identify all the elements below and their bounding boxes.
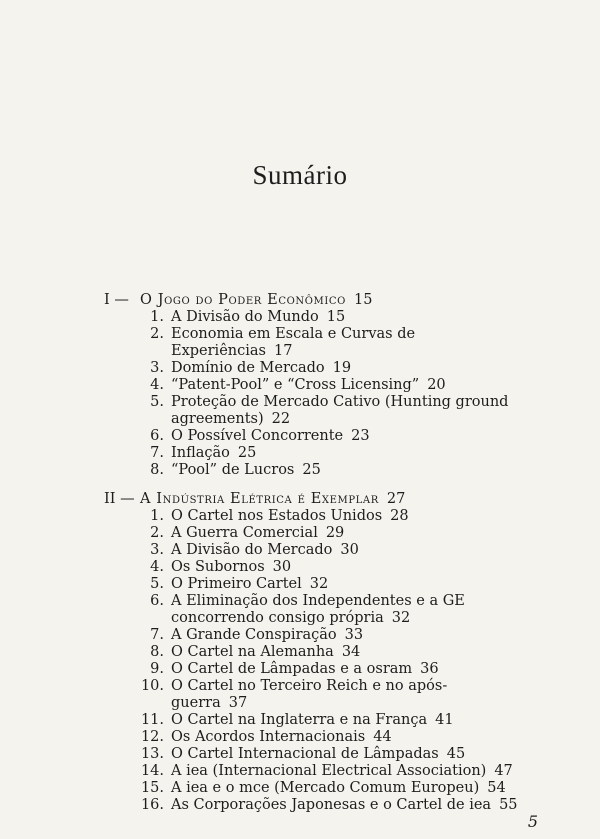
entry-number: 1. — [150, 309, 164, 325]
toc-entry — [104, 326, 521, 360]
entry-page: 25 — [237, 445, 257, 461]
entry-page: 44 — [373, 729, 392, 745]
toc-entry — [104, 780, 521, 797]
entry-title: A Divisão do Mundo — [171, 309, 319, 325]
entry-page: 20 — [427, 377, 446, 393]
part-1 — [104, 292, 521, 479]
entry-title: O Cartel no Terceiro Reich e no após-guerra — [171, 678, 448, 711]
entry-page: 55 — [499, 797, 518, 813]
entry-page: 37 — [228, 695, 248, 711]
entry-number: 7. — [150, 445, 164, 461]
entry-item — [171, 644, 521, 661]
entry-page: 23 — [351, 428, 370, 444]
entry-title: O Primeiro Cartel — [171, 576, 302, 592]
entry-title: As Corporações Japonesas e o Cartel de iea — [171, 797, 492, 813]
part-heading — [104, 491, 521, 508]
toc-entry — [104, 428, 521, 445]
entry-number: 9. — [150, 661, 164, 677]
entry-title: O Possível Concorrente — [171, 428, 344, 444]
entry-page: 32 — [309, 576, 329, 592]
entry-number: 10. — [140, 678, 164, 694]
entry-page: 22 — [271, 411, 291, 427]
entry-title: A Eliminação dos Independentes e a GE concorrendo consigo própria — [171, 593, 465, 626]
entry-title: A iea e o mce (Mercado Comum Europeu) — [171, 780, 480, 796]
entry-number: 13. — [140, 746, 164, 762]
entry-page: 17 — [273, 343, 293, 359]
toc-entry — [104, 309, 521, 326]
entry-item — [171, 712, 521, 729]
toc-entry — [104, 712, 521, 729]
entry-number: 14. — [140, 763, 164, 779]
part-title: O Jogo do Poder Econômico — [140, 292, 346, 308]
toc-entry — [104, 377, 521, 394]
toc-entry — [104, 559, 521, 576]
entry-title: O Cartel nos Estados Unidos — [171, 508, 383, 524]
entry-item — [171, 729, 521, 746]
toc-entry — [104, 678, 521, 712]
part-page: 27 — [386, 491, 406, 507]
entry-number: 7. — [150, 627, 164, 643]
toc-entry — [104, 576, 521, 593]
toc-entry — [104, 746, 521, 763]
toc-entry — [104, 525, 521, 542]
entry-number: 12. — [140, 729, 164, 745]
entry-title: O Cartel na Alemanha — [171, 644, 334, 660]
entry-number: 2. — [150, 326, 164, 342]
entry-title: O Cartel na Inglaterra e na França — [171, 712, 428, 728]
entry-page: 15 — [326, 309, 346, 325]
entry-number: 5. — [150, 576, 164, 592]
entry-title: O Cartel de Lâmpadas e a osram — [171, 661, 413, 677]
entry-title: A Divisão do Mercado — [171, 542, 333, 558]
entry-page: 41 — [435, 712, 454, 728]
toc-entry — [104, 763, 521, 780]
entry-title: Proteção de Mercado Cativo (Hunting ground agreements) — [171, 394, 509, 427]
entry-item — [171, 746, 521, 763]
toc-entry — [104, 462, 521, 479]
entry-page: 25 — [302, 462, 321, 478]
entry-number: 4. — [150, 559, 164, 575]
entry-page: 30 — [340, 542, 359, 558]
toc-entry — [104, 508, 521, 525]
toc-entry — [104, 627, 521, 644]
entry-item — [171, 377, 521, 394]
entry-page: 47 — [494, 763, 513, 779]
entry-item — [171, 542, 521, 559]
entry-title: Os Acordos Internacionais — [171, 729, 366, 745]
toc-entry — [104, 593, 521, 627]
entry-item — [171, 462, 521, 479]
entry-number: 2. — [150, 525, 164, 541]
entry-item — [171, 661, 521, 678]
entry-item — [171, 326, 521, 360]
entry-page: 30 — [272, 559, 292, 575]
entry-item — [171, 445, 521, 462]
toc-entry — [104, 797, 521, 814]
entry-number: 4. — [150, 377, 164, 393]
entry-item — [171, 780, 521, 797]
entry-list — [104, 309, 521, 479]
entry-number: 5. — [150, 394, 164, 410]
entry-page: 19 — [332, 360, 352, 376]
entry-title: “Patent-Pool” e “Cross Licensing” — [171, 377, 420, 393]
part-title: A Indústria Elétrica é Exemplar — [140, 491, 379, 507]
entry-item — [171, 678, 521, 712]
part-page: 15 — [353, 292, 373, 308]
entry-number: 6. — [150, 428, 164, 444]
entry-number: 3. — [150, 360, 164, 376]
entry-number: 1. — [150, 508, 164, 524]
entry-number: 6. — [150, 593, 164, 609]
entry-number: 8. — [150, 644, 164, 660]
entry-page: 36 — [420, 661, 439, 677]
entry-number: 8. — [150, 462, 164, 478]
entry-title: Os Subornos — [171, 559, 265, 575]
entry-item — [171, 394, 521, 428]
entry-page: 29 — [325, 525, 345, 541]
page-number: 5 — [527, 812, 538, 831]
toc-entry — [104, 542, 521, 559]
entry-title: Domínio de Mercado — [171, 360, 325, 376]
entry-title: Inflação — [171, 445, 230, 461]
entry-item — [171, 360, 521, 377]
part-numeral: II — — [104, 491, 135, 507]
entry-title: A iea (Internacional Electrical Association) — [171, 763, 487, 779]
entry-page: 34 — [341, 644, 361, 660]
toc-entry — [104, 644, 521, 661]
entry-page: 32 — [391, 610, 411, 626]
toc-entry — [104, 445, 521, 462]
entry-number: 16. — [140, 797, 164, 813]
entry-item — [171, 525, 521, 542]
entry-item — [171, 593, 521, 627]
page-title: Sumário — [252, 160, 348, 190]
part-numeral: I — — [104, 292, 129, 308]
entry-number: 11. — [140, 712, 164, 728]
toc-entry — [104, 729, 521, 746]
entry-title: Economia em Escala e Curvas de Experiências — [171, 326, 416, 359]
entry-item — [171, 797, 521, 814]
entry-page: 54 — [487, 780, 506, 796]
toc-entry — [104, 394, 521, 428]
entry-item — [171, 309, 521, 326]
entry-item — [171, 763, 521, 780]
toc-entry — [104, 661, 521, 678]
entry-page: 33 — [344, 627, 364, 643]
part-2 — [104, 491, 521, 814]
toc-entry — [104, 360, 521, 377]
entry-number: 15. — [140, 780, 164, 796]
entry-item — [171, 627, 521, 644]
entry-page: 45 — [446, 746, 466, 762]
entry-page: 28 — [390, 508, 409, 524]
entry-item — [171, 508, 521, 525]
entry-title: O Cartel Internacional de Lâmpadas — [171, 746, 439, 762]
entry-title: A Grande Conspiração — [171, 627, 337, 643]
entry-item — [171, 576, 521, 593]
entry-item — [171, 428, 521, 445]
part-heading — [104, 292, 521, 309]
entry-item — [171, 559, 521, 576]
entry-list — [104, 508, 521, 814]
entry-number: 3. — [150, 542, 164, 558]
entry-title: A Guerra Comercial — [171, 525, 318, 541]
entry-title: “Pool” de Lucros — [171, 462, 295, 478]
